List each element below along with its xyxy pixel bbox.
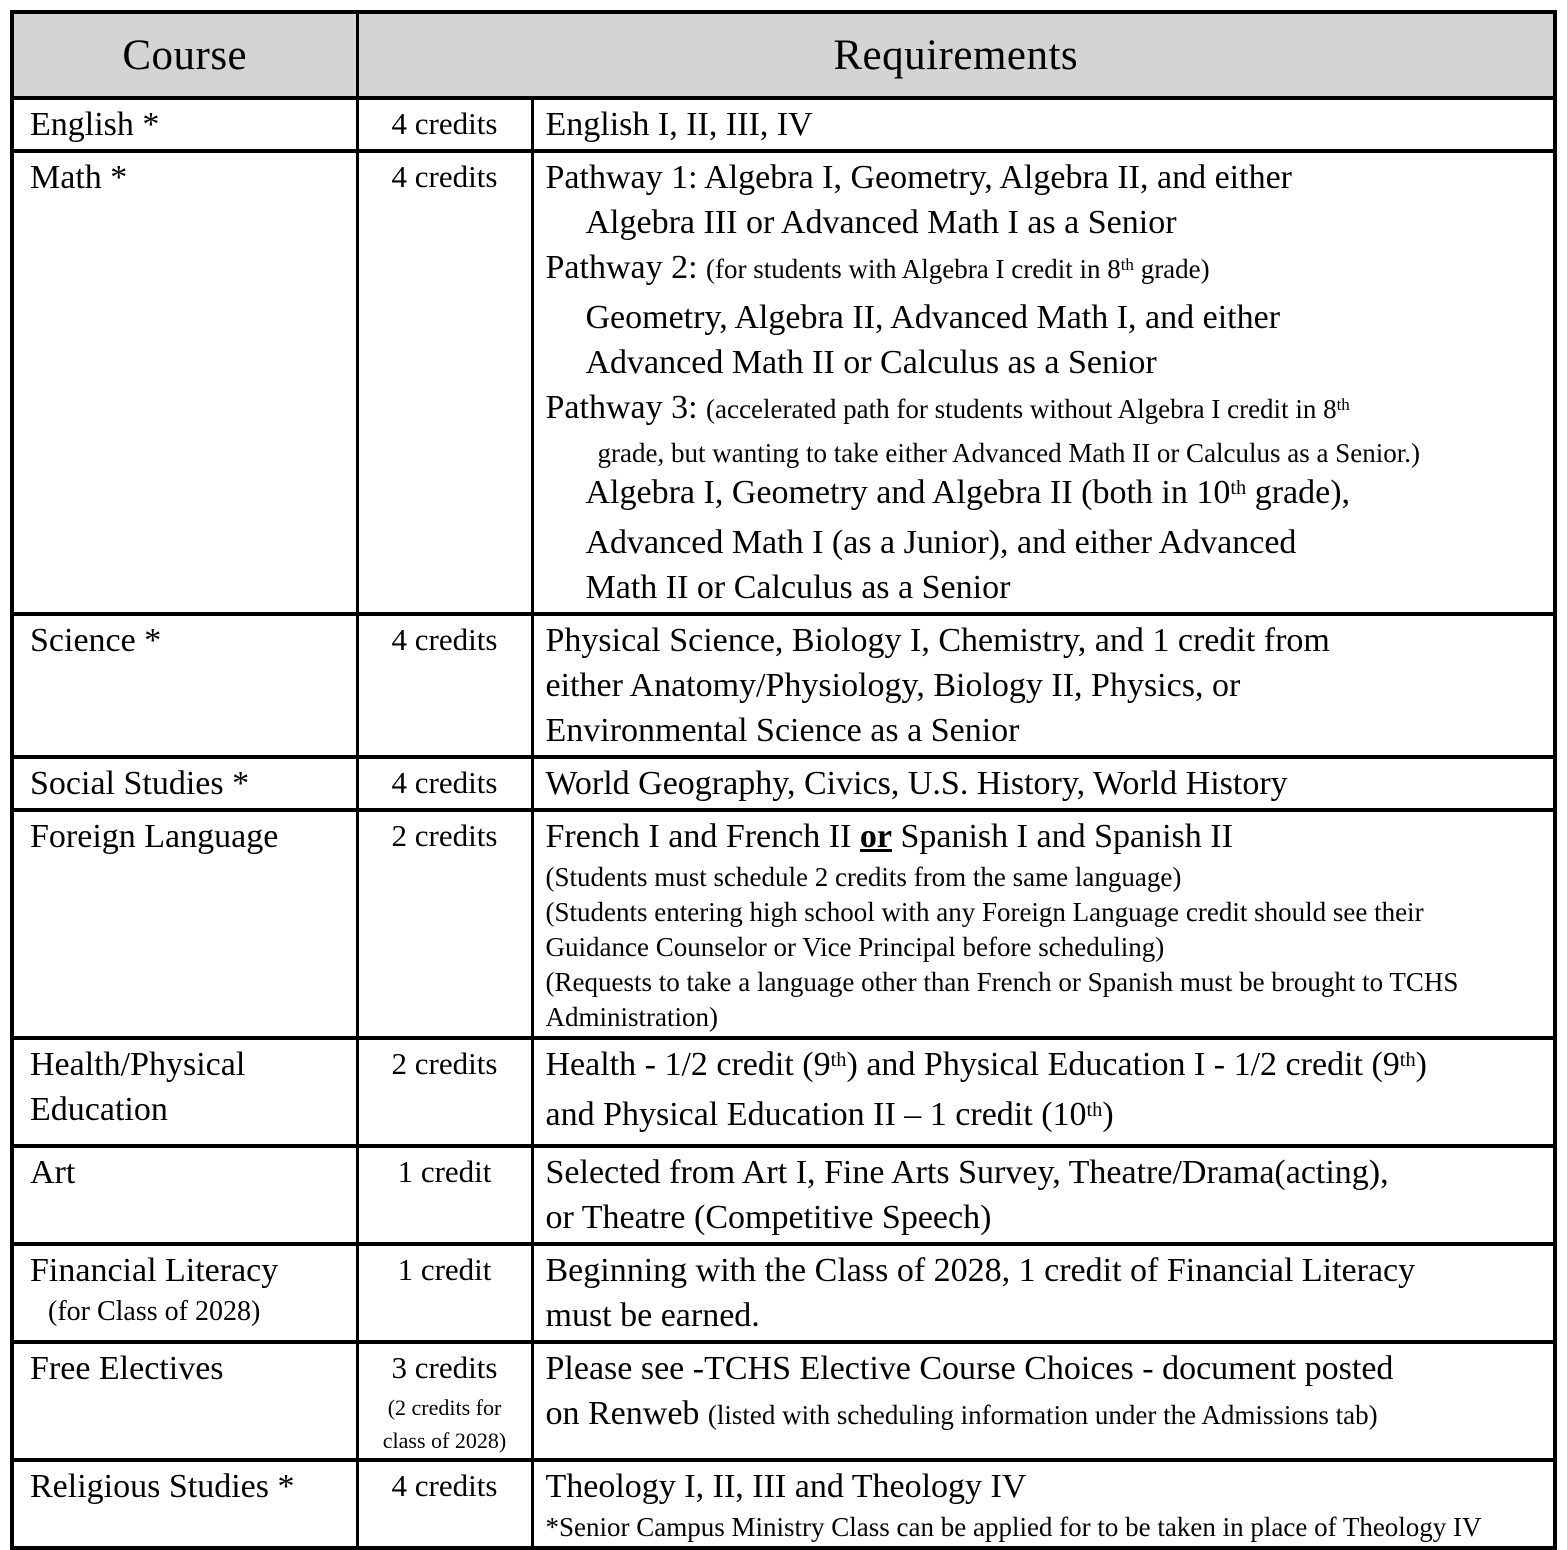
course-cell — [12, 757, 357, 810]
text-line — [546, 1293, 1546, 1338]
text-line — [363, 620, 527, 660]
requirements-cell — [532, 1244, 1555, 1342]
text-line — [546, 1195, 1546, 1240]
table-header — [12, 12, 1555, 98]
table-row — [12, 810, 1555, 1038]
text-part: 4 credits — [391, 106, 498, 141]
text-part: World Geography, Civics, U.S. History, World History — [545, 765, 1288, 802]
text-line — [546, 964, 1546, 999]
text-line — [30, 618, 348, 663]
course-cell — [12, 1244, 357, 1342]
text-part: Environmental Science as a Senior — [545, 712, 1020, 749]
requirements-cell — [532, 810, 1555, 1038]
text-part: (accelerated path for students without Algebra I credit in 8 — [706, 394, 1337, 424]
text-line — [546, 761, 1546, 806]
text-part: th — [1230, 476, 1247, 499]
text-line — [546, 708, 1546, 753]
text-line — [546, 618, 1546, 663]
text-part: Spanish I and Spanish II — [891, 818, 1233, 855]
header-row — [12, 12, 1555, 98]
text-line — [30, 1042, 348, 1087]
text-part: Social Studies * — [30, 765, 250, 802]
text-line — [363, 1348, 527, 1388]
text-part: (for students with Algebra I credit in 8 — [706, 254, 1121, 284]
credits-cell — [357, 1038, 532, 1146]
text-line — [546, 470, 1546, 520]
text-part: French I and French II — [545, 818, 860, 855]
course-cell — [12, 1460, 357, 1548]
text-line — [30, 1150, 348, 1195]
header-requirements: Requirements — [357, 12, 1555, 98]
text-line — [546, 385, 1546, 435]
text-part: 1 credit — [397, 1252, 492, 1287]
credits-cell — [357, 98, 532, 151]
text-part: or Theatre (Competitive Speech) — [545, 1199, 992, 1236]
text-line — [363, 1466, 527, 1506]
table-row — [12, 1038, 1555, 1146]
text-part: and Physical Education II – 1 credit (10 — [545, 1096, 1087, 1133]
text-part: or — [859, 818, 892, 855]
text-line — [546, 1391, 1546, 1438]
text-part: Beginning with the Class of 2028, 1 credit of Financial Literacy — [545, 1252, 1416, 1289]
requirements-cell — [532, 98, 1555, 151]
text-part: Pathway 3: — [545, 389, 707, 426]
text-part: (for Class of 2028) — [48, 1296, 261, 1327]
credits-cell — [357, 810, 532, 1038]
text-part: Administration) — [545, 1002, 718, 1032]
text-part: English * — [30, 106, 160, 143]
requirements-cell — [532, 1342, 1555, 1460]
text-part: Please see -TCHS Elective Course Choices - document posted — [545, 1350, 1394, 1387]
text-part: ) and Physical Education I - 1/2 credit (9 — [846, 1046, 1400, 1083]
course-cell — [12, 1038, 357, 1146]
credits-cell — [357, 1146, 532, 1244]
text-line — [30, 1346, 348, 1391]
text-line — [546, 340, 1546, 385]
credits-cell — [357, 151, 532, 614]
text-line — [546, 245, 1546, 295]
text-line — [30, 1293, 348, 1328]
credits-cell — [357, 1460, 532, 1548]
text-part: 2 credits — [391, 1046, 498, 1081]
text-line — [546, 200, 1546, 245]
text-line — [546, 1346, 1546, 1391]
text-line — [546, 295, 1546, 340]
text-line — [363, 104, 527, 144]
text-part: Health - 1/2 credit (9 — [545, 1046, 831, 1083]
text-line — [30, 1248, 348, 1293]
course-cell — [12, 1342, 357, 1460]
text-part: th — [1399, 1048, 1416, 1071]
header-course: Course — [12, 12, 357, 98]
text-line — [546, 520, 1546, 565]
course-cell — [12, 810, 357, 1038]
text-part: grade, but wanting to take either Advanced Math II or Calculus as a Senior.) — [597, 438, 1421, 468]
course-cell — [12, 614, 357, 757]
text-part: th — [1120, 255, 1134, 275]
credits-cell — [357, 614, 532, 757]
text-line — [363, 1250, 527, 1290]
text-part: on Renweb — [545, 1395, 708, 1432]
requirements-cell — [532, 1146, 1555, 1244]
text-part: Education — [30, 1091, 168, 1128]
text-part: th — [1086, 1098, 1103, 1121]
text-part: Pathway 1: Algebra I, Geometry, Algebra II, and either — [545, 159, 1292, 196]
table-body — [12, 98, 1555, 1548]
text-part: ) — [1415, 1046, 1427, 1083]
text-part: Selected from Art I, Fine Arts Survey, Theatre/Drama(acting), — [545, 1154, 1389, 1191]
text-part: Pathway 2: — [545, 249, 707, 286]
table-row — [12, 1146, 1555, 1244]
text-part: Religious Studies * — [30, 1468, 295, 1505]
text-part: English I, II, III, IV — [545, 106, 813, 143]
text-line — [30, 1087, 348, 1132]
text-part: must be earned. — [545, 1297, 760, 1334]
text-line — [546, 894, 1546, 929]
text-line — [363, 816, 527, 856]
text-line — [30, 814, 348, 859]
text-line — [546, 102, 1546, 147]
table-row — [12, 614, 1555, 757]
text-line — [30, 155, 348, 200]
text-part: th — [830, 1048, 847, 1071]
text-line — [546, 155, 1546, 200]
text-part: grade) — [1133, 254, 1210, 284]
credits-cell — [357, 1342, 532, 1460]
text-part: 1 credit — [397, 1154, 492, 1189]
text-line — [546, 999, 1546, 1034]
text-part: 2 credits — [391, 818, 498, 853]
requirements-cell — [532, 1460, 1555, 1548]
text-line — [30, 102, 348, 147]
text-part: Theology I, II, III and Theology IV — [545, 1468, 1027, 1505]
text-line — [546, 1509, 1546, 1544]
text-part: either Anatomy/Physiology, Biology II, Physics, or — [545, 667, 1241, 704]
text-part: 3 credits — [391, 1350, 498, 1385]
text-part: th — [1336, 395, 1350, 415]
text-part: (2 credits for — [387, 1395, 502, 1420]
text-part: Financial Literacy — [30, 1252, 279, 1289]
course-cell — [12, 151, 357, 614]
requirements-table — [10, 10, 1557, 1550]
table-row — [12, 1244, 1555, 1342]
requirements-cell — [532, 757, 1555, 810]
text-part: Health/Physical — [30, 1046, 246, 1083]
text-line — [30, 761, 348, 806]
credits-cell — [357, 1244, 532, 1342]
text-part: (Students entering high school with any Foreign Language credit should see their — [545, 897, 1424, 927]
text-line — [546, 929, 1546, 964]
text-line — [30, 1464, 348, 1509]
text-part: Art — [30, 1154, 76, 1191]
text-part: grade), — [1246, 474, 1351, 511]
text-part: Algebra III or Advanced Math I as a Senior — [585, 204, 1177, 241]
text-line — [546, 1092, 1546, 1142]
text-part: Advanced Math II or Calculus as a Senior — [585, 344, 1157, 381]
table-row — [12, 1342, 1555, 1460]
table-row — [12, 98, 1555, 151]
table-row — [12, 757, 1555, 810]
requirements-cell — [532, 1038, 1555, 1146]
text-part: Free Electives — [30, 1350, 224, 1387]
text-part: Science * — [30, 622, 162, 659]
text-part: Guidance Counselor or Vice Principal before scheduling) — [545, 932, 1165, 962]
text-part: ) — [1102, 1096, 1114, 1133]
text-line — [363, 1152, 527, 1192]
text-line — [546, 859, 1546, 894]
text-line — [363, 157, 527, 197]
course-cell — [12, 98, 357, 151]
text-part: Foreign Language — [30, 818, 279, 855]
text-line — [546, 1248, 1546, 1293]
table-row — [12, 1460, 1555, 1548]
text-line — [546, 1464, 1546, 1509]
text-part: class of 2028) — [382, 1428, 507, 1453]
requirements-cell — [532, 614, 1555, 757]
text-part: (listed with scheduling information under the Admissions tab) — [707, 1400, 1378, 1430]
text-part: 4 credits — [391, 1468, 498, 1503]
requirements-cell — [532, 151, 1555, 614]
text-part: 4 credits — [391, 765, 498, 800]
text-part: Algebra I, Geometry and Algebra II (both in 10 — [585, 474, 1231, 511]
text-line — [363, 763, 527, 803]
text-part: Geometry, Algebra II, Advanced Math I, and either — [585, 299, 1281, 336]
text-part: Math II or Calculus as a Senior — [585, 569, 1011, 606]
text-line — [546, 565, 1546, 610]
text-line — [546, 435, 1546, 470]
text-line — [546, 1042, 1546, 1092]
text-line — [546, 663, 1546, 708]
text-part: *Senior Campus Ministry Class can be applied for to be taken in place of Theology IV — [545, 1512, 1482, 1542]
credits-cell — [357, 757, 532, 810]
text-line — [363, 1044, 527, 1084]
text-part: Advanced Math I (as a Junior), and either Advanced — [585, 524, 1297, 561]
text-line — [546, 814, 1546, 859]
text-part: (Students must schedule 2 credits from the same language) — [545, 862, 1182, 892]
text-line — [546, 1150, 1546, 1195]
text-part: Physical Science, Biology I, Chemistry, and 1 credit from — [545, 622, 1330, 659]
text-part: (Requests to take a language other than French or Spanish must be brought to TCHS — [545, 967, 1459, 997]
course-cell — [12, 1146, 357, 1244]
text-part: Math * — [30, 159, 128, 196]
text-part: 4 credits — [391, 622, 498, 657]
table-row — [12, 151, 1555, 614]
text-part: 4 credits — [391, 159, 498, 194]
text-line — [363, 1388, 527, 1421]
